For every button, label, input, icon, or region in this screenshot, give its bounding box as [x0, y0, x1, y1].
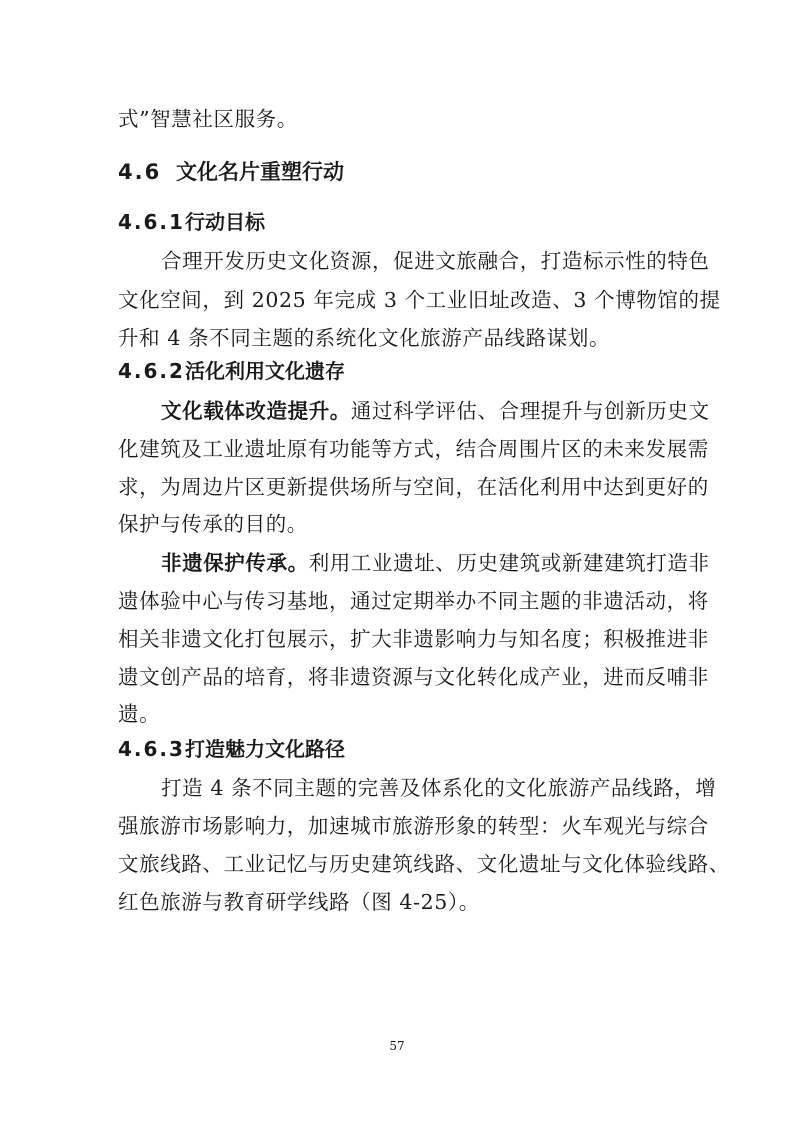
paragraph-text: 利用工业遗址、历史建筑或新建建筑打造非 — [308, 551, 710, 575]
subsection-heading-4-6-2 — [118, 355, 345, 387]
subsection-title: 打造魅力文化路径 — [184, 737, 345, 761]
paragraph-line: 遗文创产品的培育，将非遗资源与文化转化成产业，进而反哺非 — [118, 665, 709, 689]
page-number: 57 — [389, 1039, 405, 1053]
subsection-number: 4.6.1 — [118, 210, 185, 234]
paragraph-line: 红色旅游与教育研学线路（图 4-25）。 — [118, 890, 480, 914]
paragraph-line — [161, 547, 710, 579]
paragraph-line: 强旅游市场影响力，加速城市旅游形象的转型：火车观光与综合 — [118, 814, 709, 838]
paragraph-line: 相关非遗文化打包展示，扩大非遗影响力与知名度；积极推进非 — [118, 627, 709, 651]
paragraph-line — [161, 395, 710, 427]
paragraph-line: 文旅线路、工业记忆与历史建筑线路、文化遗址与文化体验线路、 — [118, 852, 730, 876]
subsection-number: 4.6.3 — [118, 737, 185, 761]
section-title: 文化名片重塑行动 — [176, 160, 344, 184]
paragraph-line: 合理开发历史文化资源，促进文旅融合，打造标示性的特色 — [161, 249, 710, 273]
paragraph-line: 求，为周边片区更新提供场所与空间，在活化利用中达到更好的 — [118, 475, 709, 499]
paragraph-line: 打造 4 条不同主题的完善及体系化的文化旅游产品线路，增 — [161, 776, 717, 800]
paragraph-line: 化建筑及工业遗址原有功能等方式，结合周围片区的未来发展需 — [118, 437, 709, 461]
paragraph-line: 升和 4 条不同主题的系统化文化旅游产品线路谋划。 — [118, 326, 611, 350]
subsection-title: 行动目标 — [184, 210, 265, 234]
section-heading-4-6 — [118, 156, 344, 188]
paragraph-line: 遗。 — [118, 702, 161, 726]
bold-lead-text: 文化载体改造提升。 — [161, 399, 351, 423]
bold-lead-text: 非遗保护传承。 — [161, 551, 309, 575]
paragraph-line: 文化空间，到 2025 年完成 3 个工业旧址改造、3 个博物馆的提 — [118, 288, 721, 312]
subsection-heading-4-6-1 — [118, 206, 265, 238]
subsection-title: 活化利用文化遗存 — [184, 359, 345, 383]
paragraph-line: 保护与传承的目的。 — [118, 512, 308, 536]
continued-paragraph-line: 式”智慧社区服务。 — [118, 107, 298, 131]
subsection-heading-4-6-3 — [118, 733, 345, 765]
section-number: 4.6 — [118, 160, 162, 184]
subsection-number: 4.6.2 — [118, 359, 185, 383]
paragraph-line: 遗体验中心与传习基地，通过定期举办不同主题的非遗活动，将 — [118, 589, 709, 613]
paragraph-text: 通过科学评估、合理提升与创新历史文 — [350, 399, 710, 423]
